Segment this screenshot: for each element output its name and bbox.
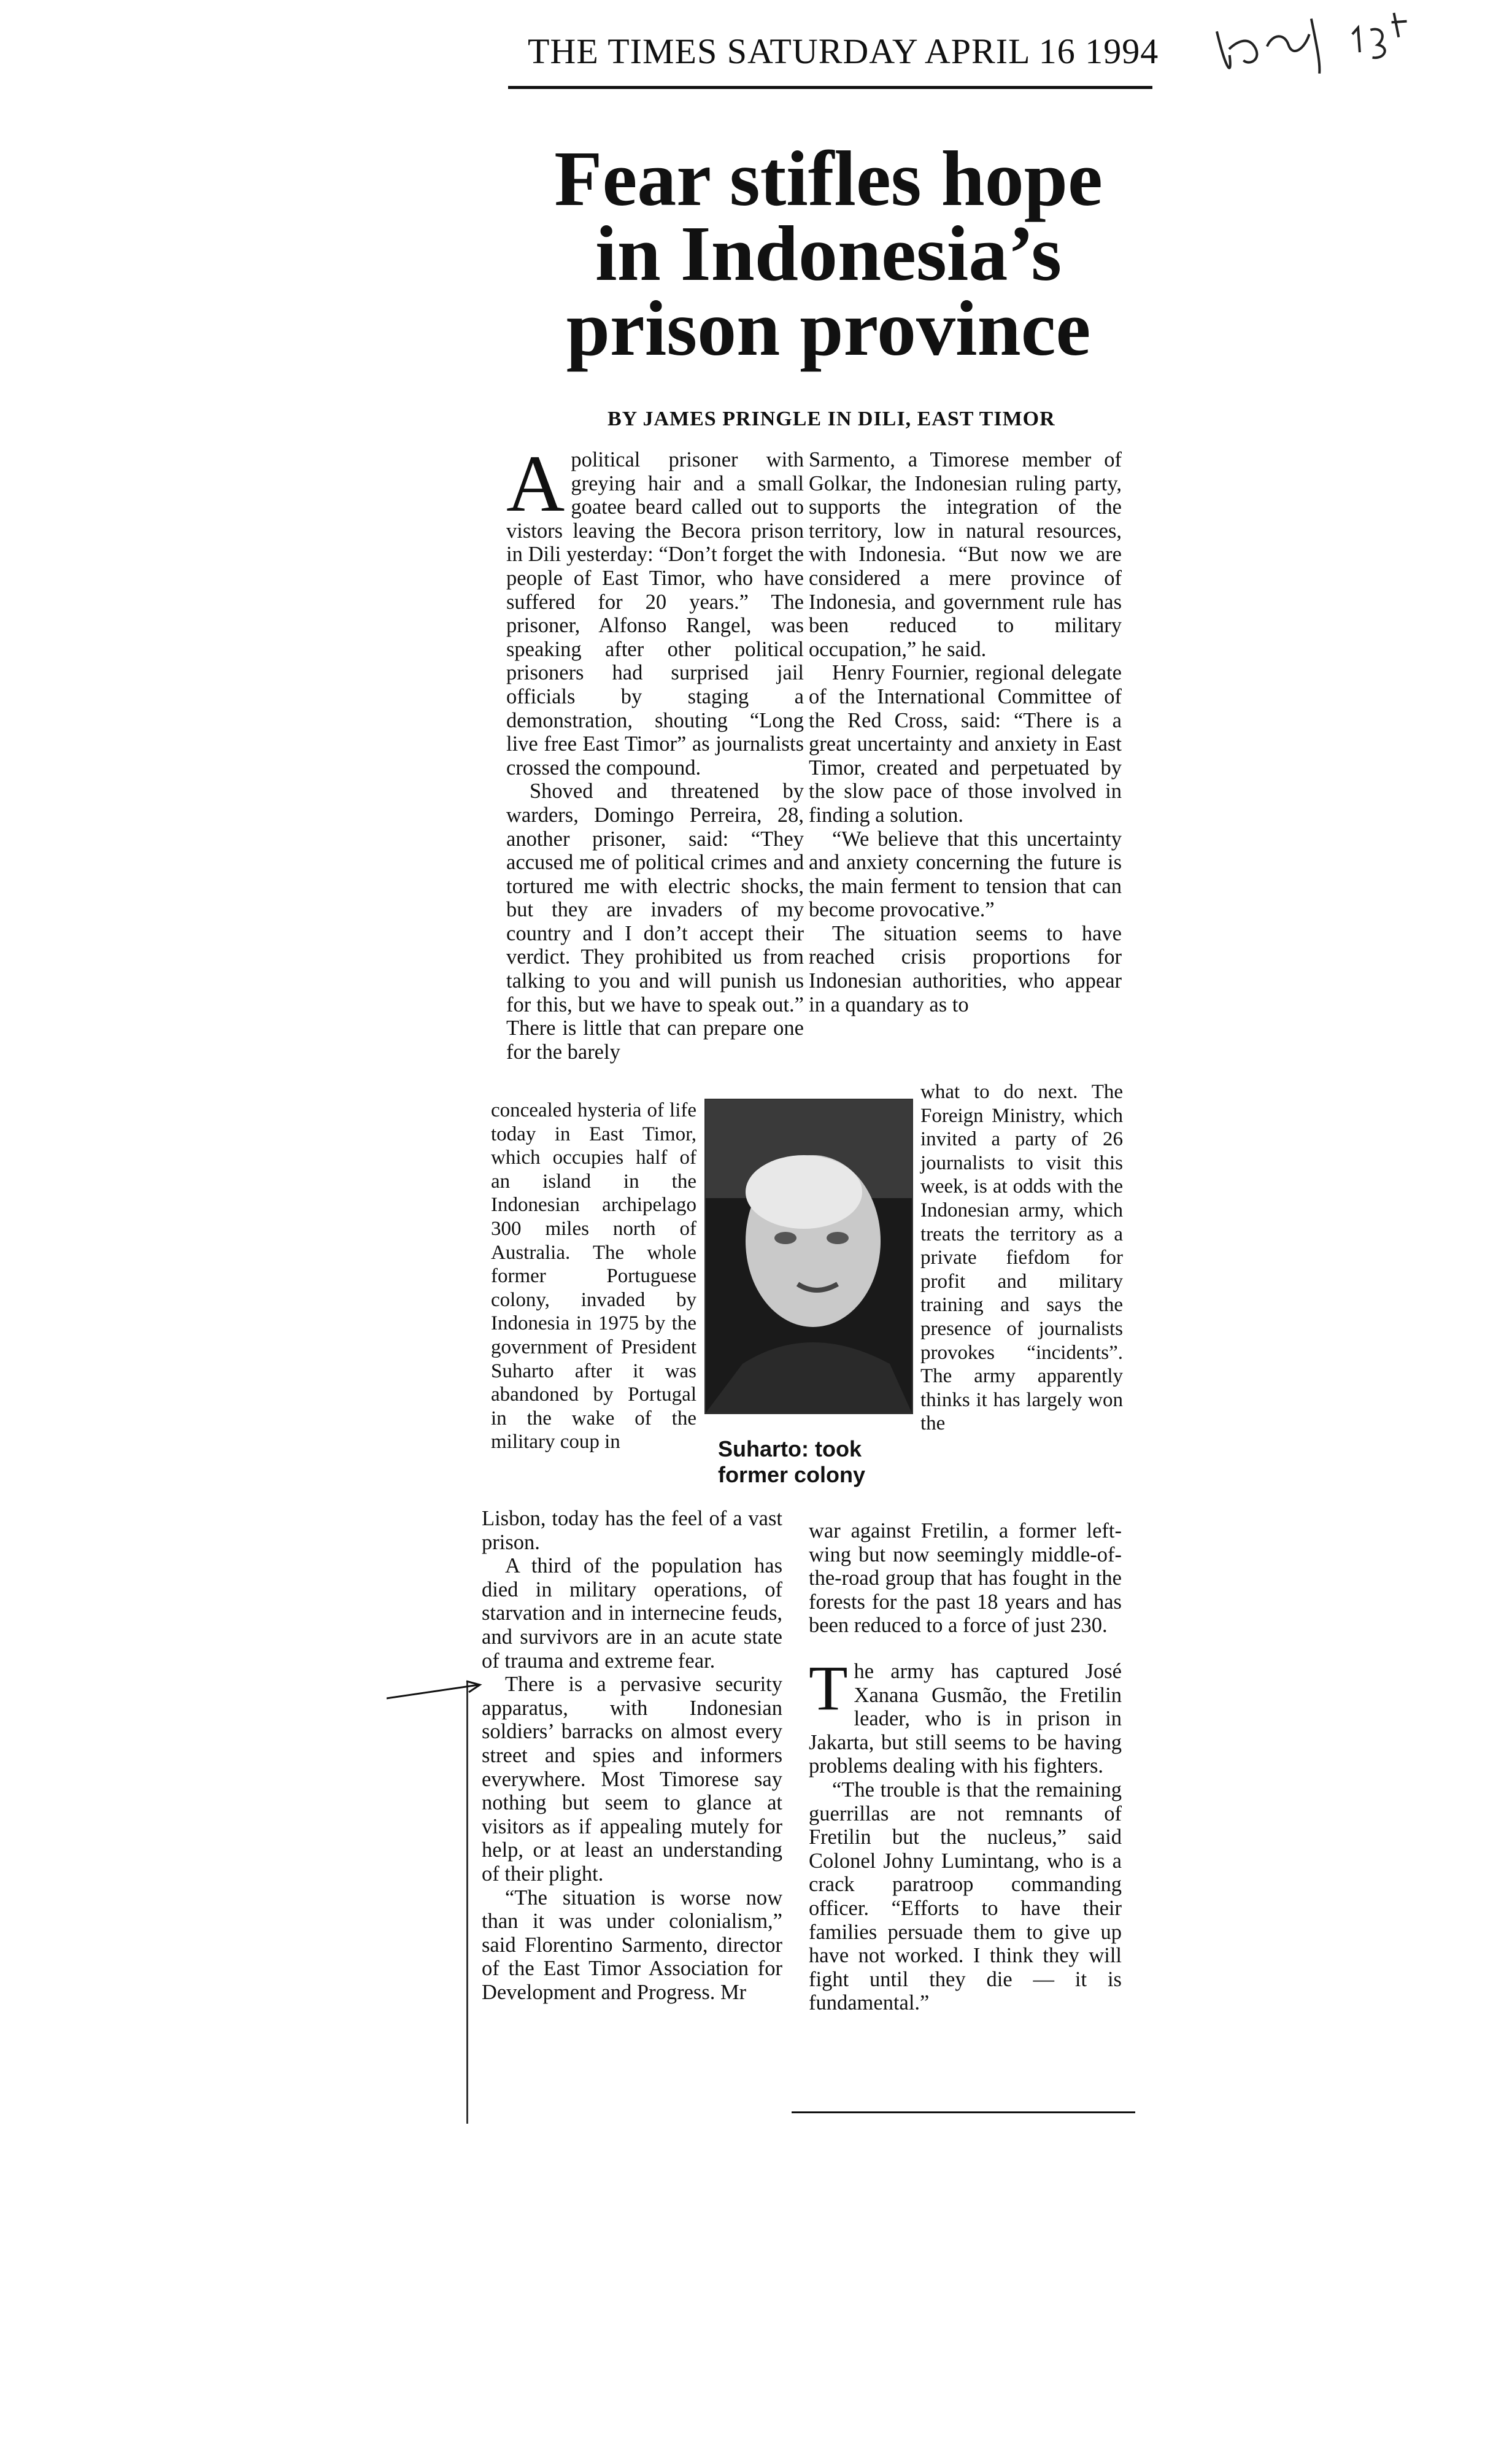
portrait-image <box>706 1100 912 1413</box>
paragraph: Henry Fournier, regional delegate of the International Committee of the Red Cross, said: “There is a great uncertainty and anxiety in East Timor, created and perpetuated by the slow pace of those involved in finding a solution. <box>809 661 1122 827</box>
drop-cap: A <box>506 438 565 528</box>
paragraph: Sarmento, a Timorese member of Golkar, the Indonesian ruling party, supports the integration of the territory, low in natural resources, with Indonesia. “But now we are considered a mere province of Indonesia, and government rule has been reduced to military occupation,” he said. <box>809 448 1122 661</box>
paragraph: The situation seems to have reached crisis proportions for Indonesian authorities, who appear in a quandary as to <box>809 921 1122 1016</box>
paragraph: Lisbon, today has the feel of a vast prison. <box>482 1507 782 1554</box>
article-column-2-inset <box>920 1080 1123 1436</box>
handwritten-note <box>1209 0 1423 93</box>
photo-caption: Suharto: took former colony <box>718 1436 866 1487</box>
byline: BY JAMES PRINGLE IN DILI, EAST TIMOR <box>608 408 1055 430</box>
handwritten-note-scribble <box>1209 0 1423 93</box>
article-column-1-lower <box>482 1507 782 2004</box>
headline-line-3: prison province <box>566 285 1091 372</box>
article-column-1 <box>506 438 804 1064</box>
masthead-rule <box>508 86 1152 89</box>
margin-arrow-icon <box>387 1679 485 1703</box>
paragraph <box>809 1652 1122 1778</box>
portrait-photo <box>704 1099 913 1414</box>
paragraph: “The situation is worse now than it was under colonialism,” said Florentino Sarmento, director of the East Timor Association for Development and Progress. Mr <box>482 1886 782 2004</box>
paragraph: concealed hysteria of life today in East Timor, which occupies half of an island in the Indonesian archipelago 300 miles north of Australia. The whole former Portuguese colony, invaded by Indonesia in 1975 by the government of President Suharto after it was abandoned by Portugal in the wake of the military coup in <box>491 1099 696 1453</box>
paragraph-text: political prisoner with greying hair and a small goatee beard called out to vistors leaving the Becora prison in Dili yesterday: “Don’t forget the people of East Timor, who have suffered for 20 years.” The prisoner, Alfonso Rangel, was speaking after other political prisoners had surprised jail officials by staging a demonstration, shouting “Long live free East Timor” as journalists crossed the compound. <box>506 448 804 780</box>
paragraph: what to do next. The Foreign Ministry, which invited a party of 26 journalists to visit this week, is at odds with the Indonesian army, which treats the territory as a private fiefdom for profit and military training and says the presence of journalists provokes “incidents”. The army apparently thinks it has largely won the <box>920 1081 1123 1435</box>
paragraph: Shoved and threatened by warders, Domingo Perreira, 28, another prisoner, said: “They accused me of political crimes and tortured me with electric shocks, but they are invaders of my country and I don’t accept their verdict. They prohibited us from talking to you and will punish us for this, but we have to speak out.” There is little that can prepare one for the barely <box>506 780 804 1064</box>
paragraph <box>506 438 804 780</box>
article-column-2 <box>809 448 1122 1016</box>
paragraph: There is a pervasive security apparatus, with Indonesian soldiers’ barracks on almost every street and spies and informers everywhere. Most Timorese say nothing but seem to glance at visitors as if appealing mutely for help, or at least an understanding of their plight. <box>482 1673 782 1886</box>
paragraph: A third of the population has died in military operations, of starvation and in internecine feuds, and survivors are in an acute state of trauma and extreme fear. <box>482 1554 782 1673</box>
article-column-2-lower <box>809 1519 1122 2015</box>
masthead: THE TIMES SATURDAY APRIL 16 1994 <box>528 31 1159 71</box>
headline <box>515 135 1141 372</box>
paragraph: war against Fretilin, a former left-wing but now seemingly middle-of-the-road group that has fought in the forests for the past 18 years and has been reduced to a force of just 230. <box>809 1519 1122 1638</box>
section-break <box>809 1638 1122 1660</box>
end-rule <box>792 2111 1135 2113</box>
paragraph: “The trouble is that the remaining guerrillas are not remnants of Fretilin but the nucleus,” said Colonel Johny Lumintang, who is a crack paratroop commanding officer. “Efforts to have their families persuade them to give up have not worked. I think they will fight until they die — it is fundamental.” <box>809 1778 1122 2015</box>
drop-cap: T <box>809 1652 848 1724</box>
article-column-1-inset <box>491 1099 696 1454</box>
headline-line-2: in Indonesia’s <box>595 210 1062 297</box>
headline-line-1: Fear stifles hope <box>554 135 1103 222</box>
paragraph: “We believe that this uncertainty and anxiety concerning the future is the main ferment to tension that can become provocative.” <box>809 827 1122 922</box>
margin-mark <box>466 1682 468 2124</box>
paragraph-text: he army has captured José Xanana Gusmão, the Fretilin leader, who is in prison in Jakarta, but still seems to be having problems dealing with his fighters. <box>809 1659 1122 1778</box>
